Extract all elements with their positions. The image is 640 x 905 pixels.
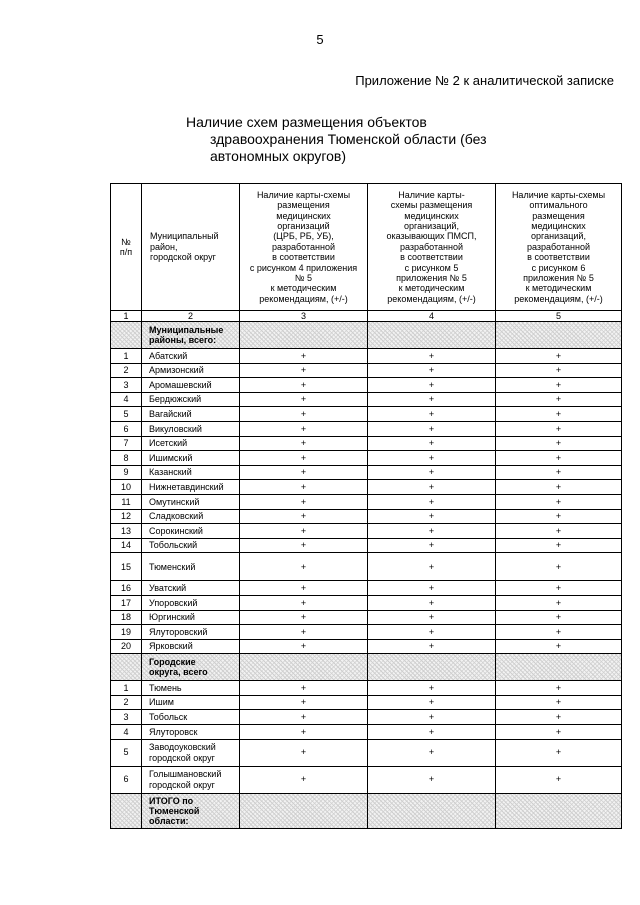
availability-mark: + [496,349,622,364]
row-number: 13 [111,524,142,539]
availability-mark: + [240,595,368,610]
municipality-name: Сорокинский [142,524,240,539]
availability-mark: + [240,538,368,553]
title-line-3: автономных округов) [210,148,347,164]
section-value-cell [368,654,496,681]
page-number: 5 [316,32,324,47]
municipality-name: Ялуторовский [142,625,240,640]
availability-mark: + [240,739,368,766]
header-map-pmsp: Наличие карты- схемы размещения медицинских организаций, оказывающих ПМСП, разработанной в соответствии с рисунком 5 приложения № 5 к методическим рекомендациям, (+/-) [368,184,496,311]
schemes-table [110,183,622,829]
table-row [111,524,622,539]
availability-mark: + [368,639,496,654]
municipality-name: Тобольск [142,710,240,725]
table-row [111,494,622,509]
availability-mark: + [240,610,368,625]
availability-mark: + [240,407,368,422]
availability-mark: + [240,710,368,725]
column-number: 4 [368,311,496,322]
availability-mark: + [240,349,368,364]
municipality-name: Армизонский [142,363,240,378]
availability-mark: + [240,378,368,393]
availability-mark: + [496,695,622,710]
section-value-cell [496,322,622,349]
availability-mark: + [240,581,368,596]
availability-mark: + [496,581,622,596]
row-number: 9 [111,465,142,480]
availability-mark: + [496,766,622,793]
availability-mark: + [240,625,368,640]
municipality-name: Ишимский [142,451,240,466]
availability-mark: + [368,480,496,495]
row-number: 19 [111,625,142,640]
title-line-2: здравоохранения Тюменской области (без [210,131,487,147]
availability-mark: + [496,392,622,407]
availability-mark: + [240,725,368,740]
table-row [111,349,622,364]
availability-mark: + [368,725,496,740]
section-number-cell [111,793,142,828]
availability-mark: + [240,421,368,436]
availability-mark: + [240,639,368,654]
row-number: 4 [111,725,142,740]
section-row-cities [111,654,622,681]
section-label: Городские округа, всего [142,654,240,681]
availability-mark: + [240,509,368,524]
availability-mark: + [240,451,368,466]
availability-mark: + [240,436,368,451]
availability-mark: + [240,363,368,378]
appendix-title: Приложение № 2 к аналитической записке [355,73,614,88]
table-row [111,465,622,480]
table-row [111,509,622,524]
table-row [111,538,622,553]
table-row [111,639,622,654]
availability-mark: + [240,681,368,696]
availability-mark: + [368,407,496,422]
row-number: 15 [111,553,142,581]
section-row-districts [111,322,622,349]
row-number: 17 [111,595,142,610]
section-value-cell [240,322,368,349]
availability-mark: + [496,553,622,581]
table-row [111,739,622,766]
availability-mark: + [496,363,622,378]
availability-mark: + [368,553,496,581]
municipality-name: Аромашевский [142,378,240,393]
row-number: 5 [111,407,142,422]
row-number: 2 [111,363,142,378]
municipality-name: Абатский [142,349,240,364]
section-number-cell [111,654,142,681]
availability-mark: + [368,739,496,766]
municipality-name: Тобольский [142,538,240,553]
availability-mark: + [368,436,496,451]
availability-mark: + [496,465,622,480]
table-row [111,421,622,436]
section-value-cell [368,793,496,828]
table-row [111,363,622,378]
header-map-optimal: Наличие карты-схемы оптимального размещения медицинских организаций, разработанной в соответствии с рисунком 6 приложения № 5 к методическим рекомендациям, (+/-) [496,184,622,311]
municipality-name: Сладковский [142,509,240,524]
availability-mark: + [368,349,496,364]
header-map-hospitals: Наличие карты-схемы размещения медицинских организаций (ЦРБ, РБ, УБ), разработанной в соответствии с рисунком 4 приложения № 5 к методическим рекомендациям, (+/-) [240,184,368,311]
municipality-name: Заводоуковский городской округ [142,739,240,766]
row-number: 16 [111,581,142,596]
availability-mark: + [368,595,496,610]
availability-mark: + [240,480,368,495]
availability-mark: + [240,695,368,710]
availability-mark: + [368,494,496,509]
table-row [111,710,622,725]
header-number: № п/п [111,184,142,311]
municipality-name: Ярковский [142,639,240,654]
availability-mark: + [368,710,496,725]
total-row [111,793,622,828]
municipality-name: Бердюжский [142,392,240,407]
row-number: 2 [111,695,142,710]
table-row [111,681,622,696]
row-number: 5 [111,739,142,766]
availability-mark: + [240,465,368,480]
table-row [111,392,622,407]
availability-mark: + [496,538,622,553]
municipality-name: Уватский [142,581,240,596]
availability-mark: + [240,494,368,509]
municipality-name: Вагайский [142,407,240,422]
section-label: Муниципальные районы, всего: [142,322,240,349]
availability-mark: + [240,392,368,407]
availability-mark: + [368,363,496,378]
availability-mark: + [496,524,622,539]
availability-mark: + [496,625,622,640]
availability-mark: + [496,421,622,436]
availability-mark: + [368,610,496,625]
section-value-cell [240,793,368,828]
table-row [111,451,622,466]
row-number: 18 [111,610,142,625]
availability-mark: + [496,639,622,654]
availability-mark: + [496,595,622,610]
row-number: 11 [111,494,142,509]
availability-mark: + [496,610,622,625]
municipality-name: Омутинский [142,494,240,509]
availability-mark: + [368,392,496,407]
row-number: 12 [111,509,142,524]
availability-mark: + [368,509,496,524]
row-number: 4 [111,392,142,407]
row-number: 3 [111,710,142,725]
section-value-cell [240,654,368,681]
table-row [111,725,622,740]
row-number: 20 [111,639,142,654]
municipality-name: Нижнетавдинский [142,480,240,495]
table-row [111,625,622,640]
municipality-name: Упоровский [142,595,240,610]
municipality-name: Тюмень [142,681,240,696]
table-row [111,581,622,596]
column-numbers-row [111,311,622,322]
availability-mark: + [368,524,496,539]
table-row [111,695,622,710]
availability-mark: + [496,480,622,495]
availability-mark: + [368,681,496,696]
table-row [111,595,622,610]
availability-mark: + [240,553,368,581]
availability-mark: + [240,524,368,539]
availability-mark: + [368,421,496,436]
header-row [111,184,622,311]
section-value-cell [496,793,622,828]
availability-mark: + [368,766,496,793]
availability-mark: + [496,451,622,466]
availability-mark: + [496,725,622,740]
row-number: 3 [111,378,142,393]
municipality-name: Викуловский [142,421,240,436]
row-number: 10 [111,480,142,495]
availability-mark: + [496,710,622,725]
municipality-name: Ялуторовск [142,725,240,740]
column-number: 5 [496,311,622,322]
document-title [186,114,586,165]
availability-mark: + [496,509,622,524]
section-number-cell [111,322,142,349]
availability-mark: + [496,378,622,393]
row-number: 6 [111,766,142,793]
availability-mark: + [496,407,622,422]
availability-mark: + [368,581,496,596]
availability-mark: + [368,538,496,553]
availability-mark: + [496,436,622,451]
availability-mark: + [368,378,496,393]
availability-mark: + [368,695,496,710]
availability-mark: + [496,494,622,509]
availability-mark: + [496,681,622,696]
municipality-name: Ишим [142,695,240,710]
header-municipality: Муниципальный район, городской округ [142,184,240,311]
table-row [111,766,622,793]
row-number: 7 [111,436,142,451]
row-number: 8 [111,451,142,466]
municipality-name: Тюменский [142,553,240,581]
table-row [111,480,622,495]
table-row [111,610,622,625]
table-body [111,322,622,829]
column-number: 3 [240,311,368,322]
availability-mark: + [368,465,496,480]
table-row [111,436,622,451]
table-row [111,553,622,581]
column-number: 1 [111,311,142,322]
column-number: 2 [142,311,240,322]
row-number: 1 [111,349,142,364]
availability-mark: + [368,451,496,466]
availability-mark: + [240,766,368,793]
section-value-cell [496,654,622,681]
availability-mark: + [496,739,622,766]
municipality-name: Казанский [142,465,240,480]
municipality-name: Юргинский [142,610,240,625]
row-number: 1 [111,681,142,696]
section-value-cell [368,322,496,349]
table-row [111,378,622,393]
municipality-name: Голышмановский городской округ [142,766,240,793]
section-label: ИТОГО по Тюменской области: [142,793,240,828]
table-row [111,407,622,422]
title-line-1: Наличие схем размещения объектов [186,114,427,130]
availability-mark: + [368,625,496,640]
row-number: 14 [111,538,142,553]
row-number: 6 [111,421,142,436]
municipality-name: Исетский [142,436,240,451]
